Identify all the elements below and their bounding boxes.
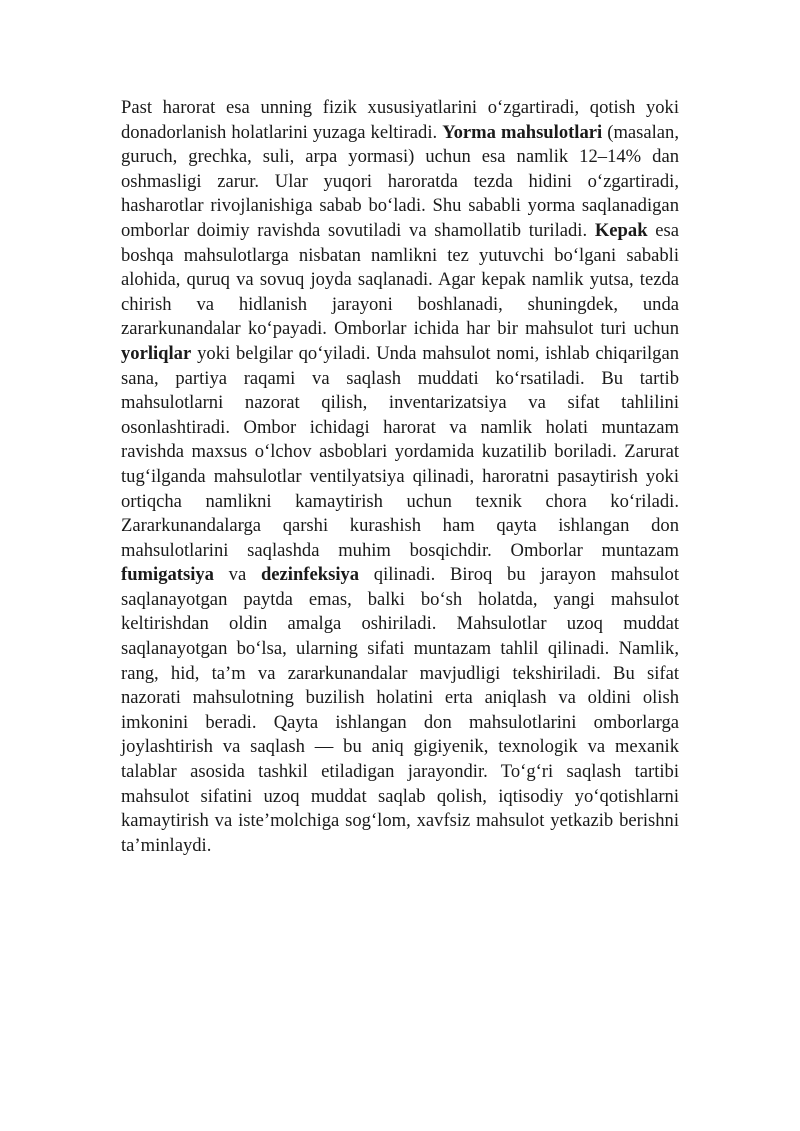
bold-term-yorliqlar: yorliqlar xyxy=(121,342,192,364)
text-segment: qilinadi. Biroq bu jarayon mahsulot saqlanayotgan paytda emas, balki bo‘sh holatda, yangi mahsulot keltirishdan oldin amalga oshiriladi. Mahsulotlar uzoq muddat saqlanayotgan bo‘lsa, ularning sifati muntazam tahlil qilinadi. Namlik, rang, hid, ta’m va zararkunandalar mavjudligi tekshiriladi. Bu sifat nazorati mahsulotning buzilish holatini erta aniqlash va oldini olish imkonini beradi. Qayta ishlangan don mahsulotlarini omborlarga joylashtirish va saqlash — bu aniq gigiyenik, texnologik va mexanik talablar asosida tashkil etiladigan jarayondir. To‘g‘ri saqlash tartibi mahsulot sifatini uzoq muddat saqlab qolish, iqtisodiy yo‘qotishlarni kamaytirish va iste’molchiga sog‘lom, xavfsiz mahsulot yetkazib berishni ta’minlaydi. xyxy=(121,564,679,856)
text-segment: (masalan, guruch, grechka, suli, arpa yormasi) uchun esa namlik 12–14% dan oshmasligi zarur. Ular yuqori haroratda tezda hidini o‘zgartiradi, hasharotlar rivojlanishiga sabab bo‘ladi. Shu sababli yorma saqlanadigan omborlar doimiy ravishda sovutiladi va shamollatib turiladi. xyxy=(121,121,680,241)
text-segment: esa boshqa mahsulotlarga nisbatan namlikni tez yutuvchi bo‘lgani sababli alohida, quruq va sovuq joyda saqlanadi. Agar kepak namlik yutsa, tezda chirish va hidlanish jarayoni boshlanadi, shuningdek, unda zararkunandalar ko‘payadi. Omborlar ichida har bir mahsulot turi uchun xyxy=(121,219,680,340)
bold-term-fumigatsiya: fumigatsiya xyxy=(121,564,214,586)
text-segment: Past harorat esa unning fizik xususiyatlarini o‘zgartiradi, qotish yoki donadorlanish holatlarini yuzaga keltiradi. xyxy=(121,97,679,143)
bold-term-yorma-mahsulotlari: Yorma mahsulotlari xyxy=(442,121,603,143)
bold-term-kepak: Kepak xyxy=(594,219,648,241)
body-paragraph xyxy=(121,96,679,858)
text-segment: yoki belgilar qo‘yiladi. Unda mahsulot nomi, ishlab chiqarilgan sana, partiya raqami va saqlash muddati ko‘rsatiladi. Bu tartib mahsulotlarni nazorat qilish, inventarizatsiya va sifat tahlilini osonlashtiradi. Ombor ichidagi harorat va namlik holati muntazam ravishda maxsus o‘lchov asboblari yordamida kuzatilib boriladi. Zarurat tug‘ilganda mahsulotlar ventilyatsiya qilinadi, haroratni pasaytirish yoki ortiqcha namlikni kamaytirish uchun texnik chora ko‘riladi. Zararkunandalarga qarshi kurashish ham qayta ishlangan don mahsulotlarini saqlashda muhim bosqichdir. Omborlar muntazam xyxy=(121,342,679,561)
bold-term-dezinfeksiya: dezinfeksiya xyxy=(260,564,360,586)
text-segment: va xyxy=(213,564,261,586)
